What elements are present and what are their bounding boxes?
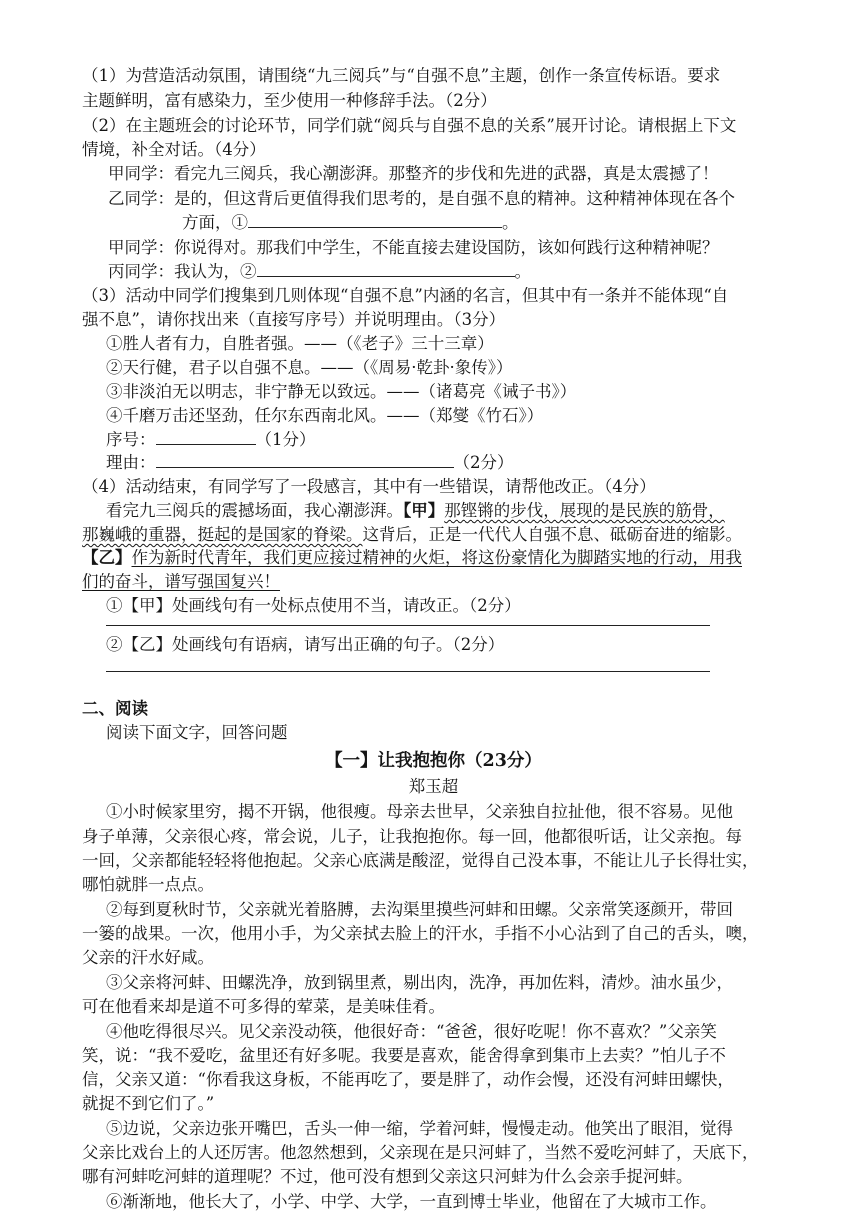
article-line-10: ④他吃得很尽兴。见父亲没动筷，他很好奇：“爸爸，很好吃呢！你不喜欢？”父亲笑 — [106, 1022, 717, 1041]
answer-blank-2-end: 。 — [514, 262, 531, 281]
marker-yi: 【乙】 — [82, 548, 132, 567]
reading-instruction: 阅读下面文字，回答问题 — [106, 723, 288, 742]
article-line-1: ①小时候家里穷，揭不开锅，他很瘦。母亲去世早，父亲独自拉扯他，很不容易。见他 — [106, 802, 733, 821]
q4-sub-1: ①【甲】处画线句有一处标点使用不当，请改正。（2分） — [106, 596, 521, 615]
answer-blank-2[interactable] — [257, 260, 515, 277]
dialog-student-c — [108, 260, 531, 284]
sequence-label: 序号： — [106, 430, 156, 449]
dialog-student-b-cont — [182, 211, 519, 235]
underlined-sentence-yi-1: 作为新时代青年，我们更应接过精神的火炬，将这份豪情化为脚踏实地的行动，用我 — [131, 548, 742, 567]
q4-passage-line-3 — [82, 546, 742, 570]
article-line-8: ③父亲将河蚌、田螺洗净，放到锅里煮，剔出肉，洗净，再加佐料，清炒。油水虽少， — [106, 973, 733, 992]
quote-1: ①胜人者有力，自胜者强。——（《老子》三十三章） — [106, 334, 494, 353]
q4-passage-line-1 — [106, 499, 725, 523]
article-line-4: 哪怕就胖一点点。 — [82, 875, 214, 894]
sequence-row — [106, 428, 316, 452]
q2-line-2: 情境，补全对话。（4分） — [82, 140, 266, 159]
quote-2: ②天行健，君子以自强不息。——（《周易·乾卦·象传》） — [106, 358, 513, 377]
quote-4: ④千磨万击还坚劲，任尔东西南北风。——（郑燮《竹石》） — [106, 406, 544, 425]
reason-row — [106, 451, 514, 475]
marker-jia: 【甲】 — [403, 501, 445, 520]
answer-blank-2-label: 丙同学：我认为，② — [108, 262, 257, 281]
passage-text-2: 这背后，正是一代代人自强不息、砥砺奋进的缩影。 — [362, 525, 742, 544]
article-author: 郑玉超 — [408, 777, 459, 796]
q3-line-2: 强不息”，请你找出来（直接写序号）并说明理由。（3分） — [82, 310, 506, 329]
answer-blank-1[interactable] — [248, 211, 502, 228]
q1-line-2: 主题鲜明，富有感染力，至少使用一种修辞手法。（2分） — [82, 91, 497, 110]
article-line-6: 一篓的战果。一次，他用小手，为父亲拭去脸上的汗水，手指不小心沾到了自己的舌头，噢， — [82, 924, 759, 943]
answer-blank-1-label: 方面，① — [182, 213, 248, 232]
article-line-16: 哪有河蚌吃河蚌的道理呢？不过，他可没有想到父亲这只河蚌为什么会亲手捉河蚌。 — [82, 1167, 693, 1186]
article-line-17: ⑥渐渐地，他长大了，小学、中学、大学，一直到博士毕业，他留在了大城市工作。 — [106, 1192, 717, 1211]
article-line-15: 父亲比戏台上的人还厉害。他忽然想到，父亲现在是只河蚌了，当然不爱吃河蚌了，天底下， — [82, 1143, 759, 1162]
article-line-12: 信，父亲又道：“你看我这身板，不能再吃了，要是胖了，动作会慢，还没有河蚌田螺快， — [82, 1070, 734, 1089]
q4-line-1: （4）活动结束，有同学写了一段感言，其中有一些错误，请帮他改正。（4分） — [82, 477, 656, 496]
article-line-9: 可在他看来却是道不可多得的荤菜，是美味佳肴。 — [82, 997, 445, 1016]
answer-line-sub-1[interactable] — [106, 625, 710, 626]
underlined-sentence-yi-2: 们的奋斗，谱写强国复兴！ — [82, 572, 280, 591]
q1-line-1: （1）为营造活动氛围，请围绕“九三阅兵”与“自强不息”主题，创作一条宣传标语。要求 — [82, 66, 721, 85]
answer-blank-1-end: 。 — [502, 213, 519, 232]
article-title: 【一】让我抱抱你（23分） — [325, 751, 542, 771]
passage-text-1: 看完九三阅兵的震撼场面，我心潮澎湃。 — [106, 501, 403, 520]
article-line-3: 一回，父亲都能轻轻将他抱起。父亲心底满是酸涩，觉得自己没本事，不能让儿子长得壮实， — [82, 851, 759, 870]
article-line-5: ②每到夏秋时节，父亲就光着胳膊，去沟渠里摸些河蚌和田螺。父亲常笑逐颜开，带回 — [106, 900, 733, 919]
article-line-2: 身子单薄，父亲很心疼，常会说，儿子，让我抱抱你。每一回，他都很听话，让父亲抱。每 — [82, 827, 742, 846]
article-line-11: 笑，说：“我不爱吃，盆里还有好多呢。我要是喜欢，能舍得拿到集市上去卖？”怕儿子不 — [82, 1046, 726, 1065]
sequence-blank[interactable] — [156, 428, 256, 445]
q4-sub-2: ②【乙】处画线句有语病，请写出正确的句子。（2分） — [106, 635, 505, 654]
answer-line-sub-2[interactable] — [106, 671, 710, 672]
underlined-sentence-jia-1: 那铿锵的步伐，展现的是民族的筋骨， — [444, 501, 725, 520]
q3-line-1: （3）活动中同学们搜集到几则体现“自强不息”内涵的名言，但其中有一条并不能体现“自 — [82, 286, 729, 305]
q4-passage-line-4 — [82, 570, 280, 594]
dialog-student-a-2: 甲同学：你说得对。那我们中学生，不能直接去建设国防，该如何践行这种精神呢？ — [108, 238, 719, 257]
article-line-7: 父亲的汗水好咸。 — [82, 948, 214, 967]
article-line-13: 就捉不到它们了。” — [82, 1094, 215, 1113]
underlined-sentence-jia-2: 那巍峨的重器，挺起的是国家的脊梁。 — [82, 525, 363, 544]
section-heading-reading: 二、阅读 — [82, 699, 148, 718]
sequence-score: （1分） — [255, 430, 316, 449]
quote-3: ③非淡泊无以明志，非宁静无以致远。——（诸葛亮《诫子书》） — [106, 382, 577, 401]
q2-line-1: （2）在主题班会的讨论环节，同学们就“阅兵与自强不息的关系”展开讨论。请根据上下文 — [82, 116, 737, 135]
article-line-14: ⑤边说，父亲边张开嘴巴，舌头一伸一缩，学着河蚌，慢慢走动。他笑出了眼泪，觉得 — [106, 1119, 733, 1138]
dialog-student-b: 乙同学：是的，但这背后更值得我们思考的，是自强不息的精神。这种精神体现在各个 — [108, 189, 735, 208]
reason-blank[interactable] — [156, 451, 454, 468]
reason-score: （2分） — [453, 453, 514, 472]
q4-passage-line-2 — [82, 523, 742, 547]
dialog-student-a-1: 甲同学：看完九三阅兵，我心潮澎湃。那整齐的步伐和先进的武器，真是太震撼了！ — [108, 164, 719, 183]
reason-label: 理由： — [106, 453, 156, 472]
